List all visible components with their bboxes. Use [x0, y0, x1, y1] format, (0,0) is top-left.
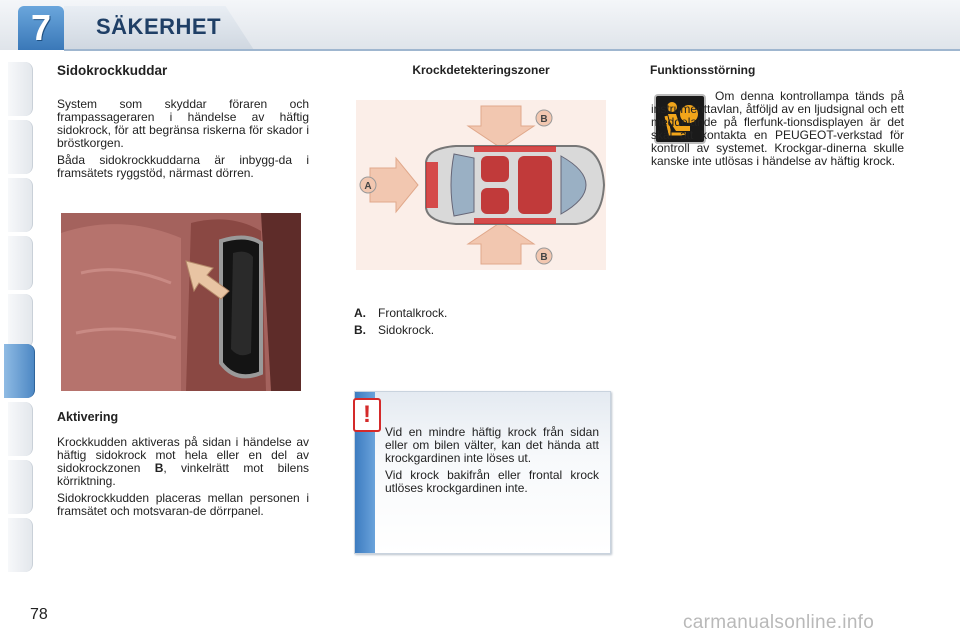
caution-paragraph-1: Vid en mindre häftig krock från sidan eller om bilen välter, kan det hända att krockgardinen inte löses ut. — [385, 425, 599, 465]
page-number: 78 — [30, 606, 48, 623]
section-heading-activation: Aktivering — [57, 410, 119, 424]
side-zone-bottom-highlight — [474, 218, 556, 224]
malfunction-text-block — [651, 90, 904, 168]
rear-seat — [518, 156, 552, 214]
warning-exclamation-icon: ! — [353, 398, 381, 432]
section-heading-detection-zones: Krockdetekteringszoner — [412, 63, 550, 77]
front-left-seat — [481, 156, 509, 182]
left-column — [57, 60, 309, 180]
side-airbags-location: Båda sidokrockkuddarna är inbygg-da i framsätets ryggstöd, närmast dörren. — [57, 153, 309, 180]
activation-zone-b: B — [154, 461, 164, 475]
airbag-placement-description: Sidokrockkudden placeras mellan personen i framsätet och motsvaran-de dörrpanel. — [57, 491, 309, 518]
header-divider — [64, 49, 960, 51]
activation-section — [57, 410, 309, 518]
chapter-tab-8[interactable] — [8, 402, 33, 456]
zone-a-label: A — [364, 181, 372, 192]
seat-airbag-illustration — [61, 213, 301, 391]
activation-text-c: , vinkelrätt mot bilens körriktning. — [57, 461, 309, 488]
front-right-seat — [481, 188, 509, 214]
chapter-tab-9[interactable] — [8, 460, 33, 514]
side-airbags-description: System som skyddar föraren och frampassageraren i händelse av häftig sidokrock, för att begränsa riskerna för skador i bröstkorgen. — [57, 97, 309, 150]
chapter-tab-3[interactable] — [8, 178, 33, 232]
car-top-view-svg — [356, 100, 606, 270]
right-column — [650, 60, 904, 77]
caution-paragraph-2: Vid krock bakifrån eller frontal krock utlöses krockgardinen inte. — [385, 468, 599, 495]
zone-b-top-label: B — [540, 114, 548, 125]
legend-key: B. — [354, 323, 366, 337]
legend-text: Sidokrock. — [378, 323, 435, 337]
crash-zones-diagram — [356, 100, 606, 270]
malfunction-description: Om denna kontrollampa tänds på instrumenttavlan, åtföljd av en ljudsignal och ett meddelande på flerfunk-tionsdisplayen är det skäl att kontakta en PEUGEOT-verkstad för kontroll av systemet. Krockgar-dinerna skulle kanske inte utlösas i händelse av häftig krock. — [651, 89, 904, 168]
activation-description — [57, 436, 309, 488]
chapter-tab-5[interactable] — [8, 294, 33, 348]
section-heading-side-airbags: Sidokrockkuddar — [57, 63, 168, 78]
chapter-tab-1[interactable] — [8, 62, 33, 116]
legend-item-a — [354, 305, 447, 322]
seat-illustration-svg — [61, 213, 301, 391]
windshield — [451, 154, 474, 216]
middle-column — [352, 60, 610, 77]
chapter-tab-7-active[interactable] — [4, 344, 35, 398]
watermark: carmanualsonline.info — [683, 612, 875, 633]
zone-b-bottom-label: B — [540, 252, 548, 263]
zone-legend — [354, 305, 447, 339]
side-zone-top-highlight — [474, 146, 556, 152]
chapter-tab-4[interactable] — [8, 236, 33, 290]
chapter-tab-10[interactable] — [8, 518, 33, 572]
section-heading-malfunction: Funktionsstörning — [650, 63, 756, 77]
legend-text: Frontalkrock. — [378, 306, 448, 320]
front-zone-highlight — [426, 162, 438, 208]
activation-text-a: Krockkudden aktiveras på sidan i händelse av häftig sidokrock mot hela eller en del av sidokrockzonen — [57, 435, 309, 475]
chapter-number-badge: 7 — [18, 6, 64, 50]
legend-key: A. — [354, 306, 366, 320]
page-title: SÄKERHET — [96, 14, 222, 39]
caution-text — [385, 426, 599, 495]
caution-box — [354, 391, 611, 554]
chapter-tab-2[interactable] — [8, 120, 33, 174]
legend-item-b — [354, 322, 447, 339]
